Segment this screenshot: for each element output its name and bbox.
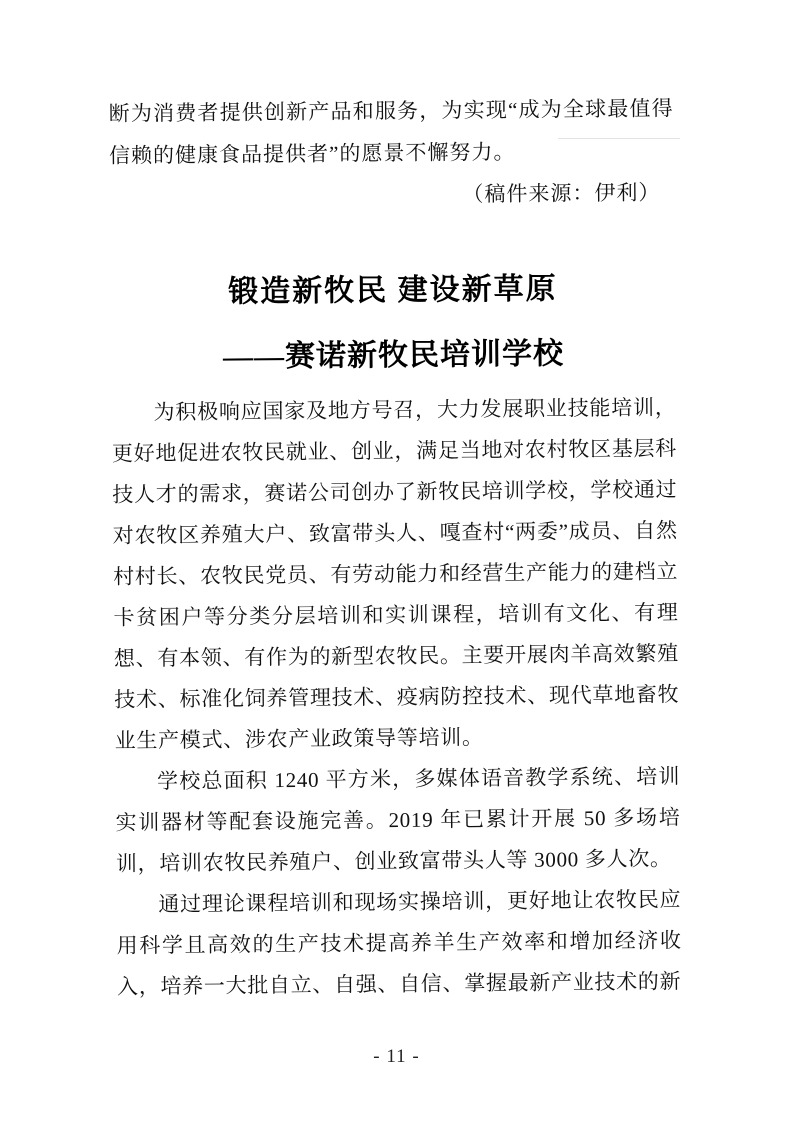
- article-body: [111, 387, 682, 1007]
- source-attribution: （稿件来源：伊利）: [462, 180, 661, 207]
- article-paragraph: 学校总面积 1240 平方米，多媒体语音教学系统、培训实训器材等配套设施完善。2019 年已累计开展 50 多场培训，培训农牧民养殖户、创业致富带头人等 3000 多人次。: [115, 764, 681, 876]
- article-paragraph: 通过理论课程培训和现场实操培训，更好地让农牧民应用科学且高效的生产技术提高养羊生产效率和增加经济收入，培养一大批自立、自强、自信、掌握最新产业技术的新: [116, 887, 682, 999]
- previous-article-ending: [108, 87, 674, 218]
- article-title-line-1: 锻造新牧民 建设新草原: [228, 272, 558, 309]
- continuation-paragraph: 断为消费者提供创新产品和服务，为实现“成为全球最值得信赖的健康食品提供者”的愿景不懈努力。: [108, 96, 674, 168]
- article-paragraph: 为积极响应国家及地方号召，大力发展职业技能培训，更好地促进农牧民就业、创业，满足当地对农村牧区基层科技人才的需求，赛诺公司创办了新牧民培训学校，学校通过对农牧区养殖大户、致富带头人、嘎查村“两委”成员、自然村村长、农牧民党员、有劳动能力和经营生产能力的建档立卡贫困户等分类分层培训和实训课程，培训有文化、有理想、有本领、有作为的新型农牧民。主要开展肉羊高效繁殖技术、标准化饲养管理技术、疫病防控技术、现代草地畜牧业生产模式、涉农产业政策导等培训。: [111, 395, 680, 753]
- article-title-line-2: ——赛诺新牧民培训学校: [222, 337, 565, 374]
- page-number: - 11 -: [373, 1046, 420, 1067]
